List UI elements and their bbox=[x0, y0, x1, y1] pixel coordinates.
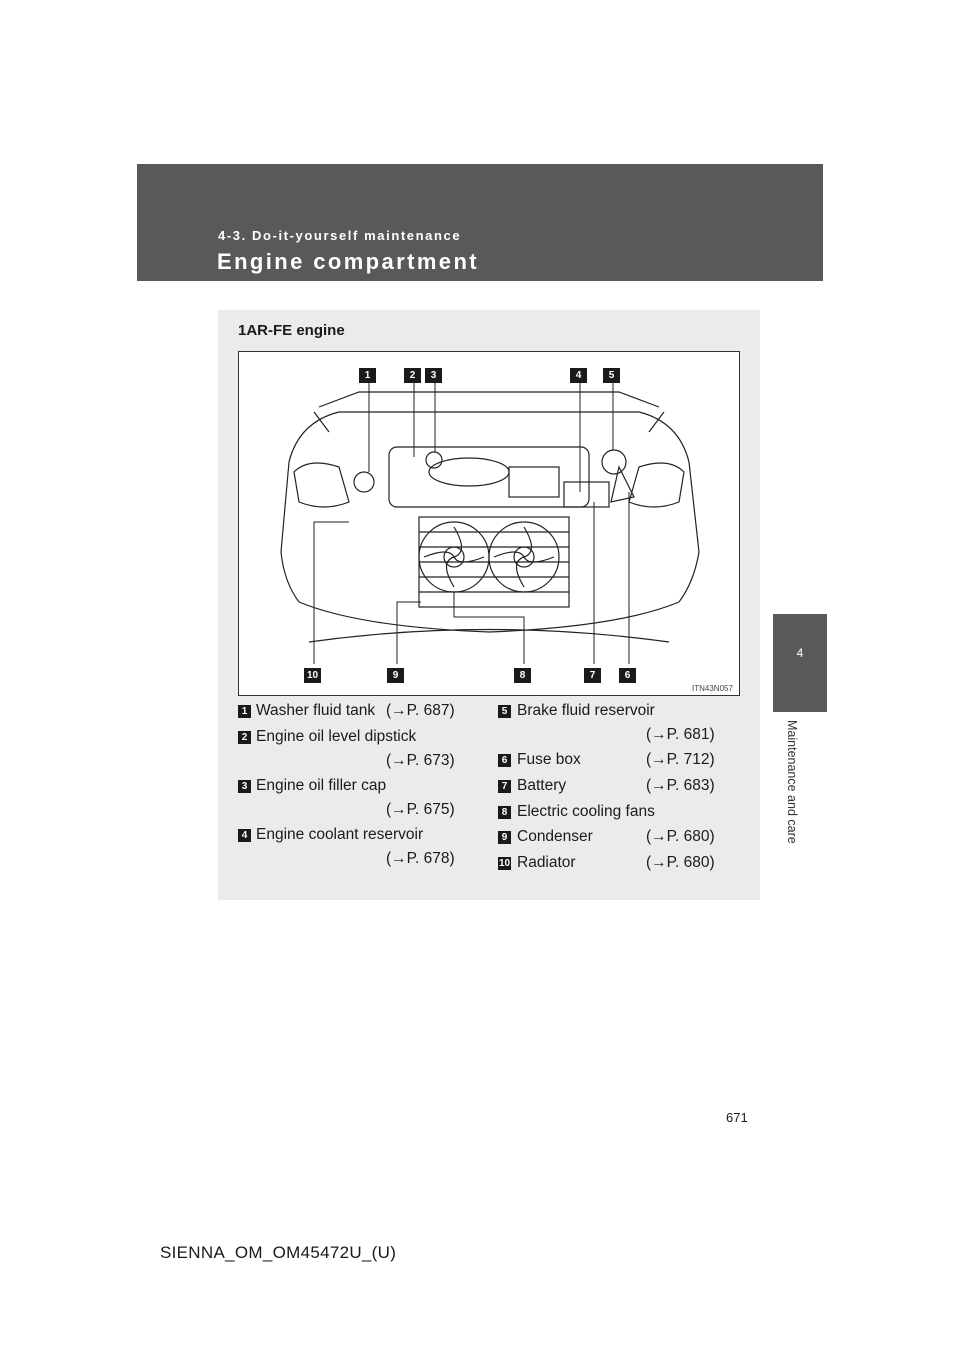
item-label: Condenser bbox=[517, 828, 593, 845]
item-ref: (→P. 683) bbox=[646, 777, 715, 794]
item-ref: (→P. 687) bbox=[386, 702, 455, 719]
engine-illustration bbox=[238, 351, 740, 696]
item-badge: 9 bbox=[498, 831, 511, 844]
callout-1: 1 bbox=[359, 368, 376, 383]
item-label: Washer fluid tank bbox=[256, 702, 376, 719]
item-badge: 7 bbox=[498, 780, 511, 793]
panel-heading: 1AR-FE engine bbox=[238, 322, 345, 339]
item-badge: 10 bbox=[498, 858, 511, 869]
item-ref: (→P. 673) bbox=[386, 752, 455, 769]
callout-5: 5 bbox=[603, 368, 620, 383]
chapter-number: 4 bbox=[796, 646, 804, 660]
callout-10: 10 bbox=[304, 668, 321, 683]
item-label: Fuse box bbox=[517, 751, 581, 768]
callout-9: 9 bbox=[387, 668, 404, 683]
callout-7: 7 bbox=[584, 668, 601, 683]
chapter-label-wrap bbox=[785, 720, 805, 870]
figure-code: ITN43N057 bbox=[692, 684, 733, 693]
callout-6: 6 bbox=[619, 668, 636, 683]
section-label: 4-3. Do-it-yourself maintenance bbox=[218, 228, 462, 243]
item-ref: (→P. 678) bbox=[386, 850, 455, 867]
page-title: Engine compartment bbox=[217, 249, 480, 274]
item-label: Battery bbox=[517, 777, 567, 794]
item-label: Brake fluid reservoir bbox=[517, 702, 655, 719]
item-label: Engine coolant reservoir bbox=[256, 826, 424, 843]
item-ref: (→P. 675) bbox=[386, 801, 455, 818]
item-badge: 4 bbox=[238, 829, 251, 842]
item-badge: 1 bbox=[238, 705, 251, 718]
chapter-tab bbox=[773, 614, 827, 712]
item-badge: 8 bbox=[498, 806, 511, 819]
document-code: SIENNA_OM_OM45472U_(U) bbox=[160, 1243, 397, 1262]
item-ref: (→P. 680) bbox=[646, 854, 715, 871]
item-label: Electric cooling fans bbox=[517, 803, 655, 820]
callout-2: 2 bbox=[404, 368, 421, 383]
callout-3: 3 bbox=[425, 368, 442, 383]
callout-4: 4 bbox=[570, 368, 587, 383]
item-ref: (→P. 712) bbox=[646, 751, 715, 768]
chapter-label: Maintenance and care bbox=[785, 720, 799, 844]
item-label: Radiator bbox=[517, 854, 576, 871]
item-label: Engine oil level dipstick bbox=[256, 728, 417, 745]
item-badge: 5 bbox=[498, 705, 511, 718]
callout-8: 8 bbox=[514, 668, 531, 683]
engine-drawing bbox=[239, 352, 739, 695]
item-label: Engine oil filler cap bbox=[256, 777, 387, 794]
item-badge: 2 bbox=[238, 731, 251, 744]
item-badge: 6 bbox=[498, 754, 511, 767]
page-number: 671 bbox=[726, 1110, 748, 1125]
item-ref: (→P. 681) bbox=[646, 726, 715, 743]
item-ref: (→P. 680) bbox=[646, 828, 715, 845]
item-badge: 3 bbox=[238, 780, 251, 793]
